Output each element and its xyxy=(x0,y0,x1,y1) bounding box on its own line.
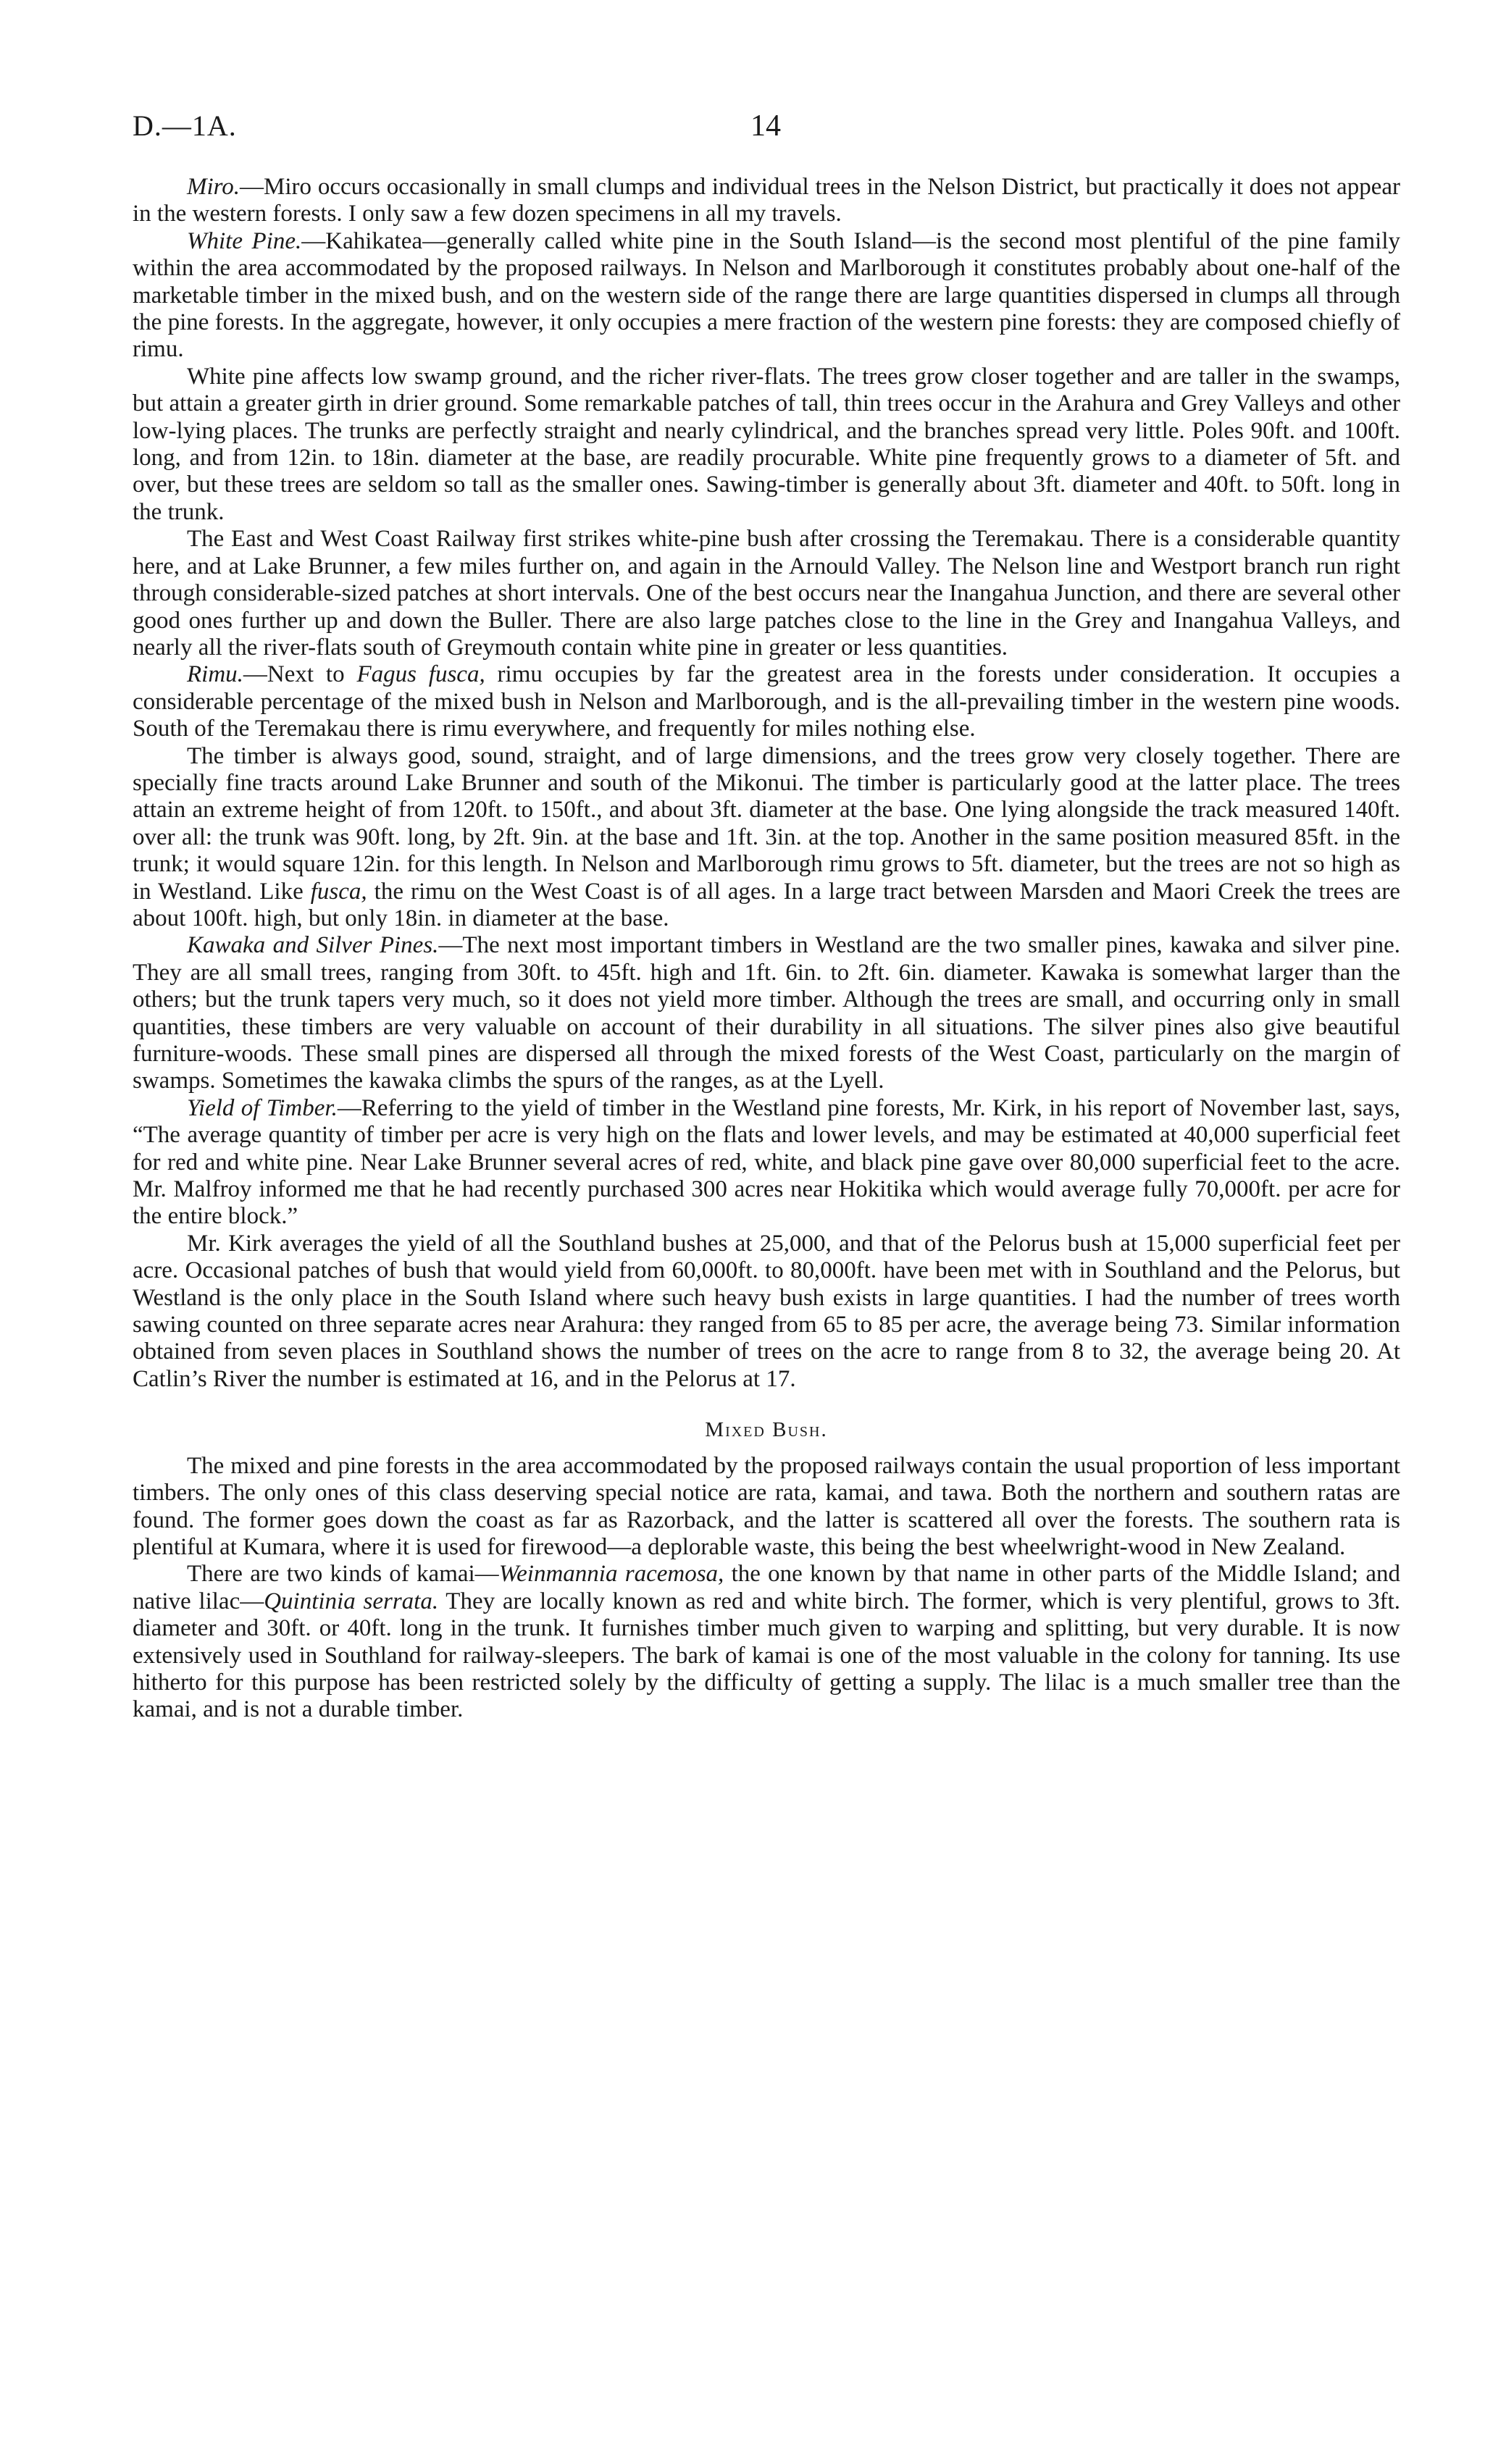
page-number: 14 xyxy=(750,109,781,143)
paragraph-text: the rimu on the West Coast is of all ages. In a large tract between Marsden and Maori Creek the trees are about 100ft. high, but only 18in. in diameter at the base. xyxy=(133,878,1401,931)
paragraph-miro xyxy=(133,174,1400,228)
paragraph-text: —Referring to the yield of timber in the Westland pine forests, Mr. Kirk, in his report of November last, says, “The average quantity of timber per acre is very high on the flats and lower levels, and may be estimated at 40,000 superficial feet for red and white pine. Near Lake Brunner several acres of red, white, and black pine gave over 80,000 superficial feet to the acre. Mr. Malfroy informed me that he had recently purchased 300 acres near Hokitika which would average fully 70,000ft. per acre for the entire block.” xyxy=(133,1094,1401,1230)
paragraph-text: —Next to xyxy=(243,661,357,688)
paragraph-kawaka xyxy=(133,932,1400,1094)
paragraph-lead: Miro. xyxy=(187,174,240,200)
paragraph-text: There are two kinds of kamai— xyxy=(187,1561,499,1588)
paragraph-lead: Rimu. xyxy=(187,661,243,688)
paragraph-text: —Kahikatea—generally called white pine in the South Island—is the second most plentiful of the pine family within the area accommodated by the proposed railways. In Nelson and Marlborough it constitutes probably about one-half of the marketable timber in the mixed bush, and on the western side of the range there are large quantities dispersed in clumps all through the pine forests. In the aggregate, however, it only occupies a mere fraction of the western pine forests: they are composed chiefly of rimu. xyxy=(133,227,1400,363)
paragraph-rimu-timber xyxy=(133,743,1400,933)
page-header xyxy=(133,109,1400,152)
paragraph-text: They are locally known as red and white birch. The former, which is very plentiful, grows to 3ft. diameter and 30ft. or 40ft. long in the trunk. It furnishes timber much given to warping and splitting, but very durable. It is now extensively used in Southland for railway-sleepers. The bark of kamai is one of the most valuable in the colony for tanning. Its use hitherto for this purpose has been restricted solely by the difficulty of getting a supply. The lilac is a much smaller tree than the kamai, and is not a durable timber. xyxy=(133,1588,1400,1723)
paragraph-yield xyxy=(133,1095,1400,1231)
paragraph-lead: Kawaka and Silver Pines. xyxy=(187,932,439,959)
document-body xyxy=(133,174,1400,1724)
paragraph-lead: White Pine. xyxy=(187,227,302,254)
paragraph-text: White pine affects low swamp ground, and the richer river-flats. The trees grow closer together and are taller in the swamps, but attain a greater girth in drier ground. Some remarkable patches of tall, thin trees occur in the Arahura and Grey Valleys and other low-lying places. The trunks are perfectly straight and nearly cylindrical, and the branches spread very little. Poles 90ft. and 100ft. long, and from 12in. to 18in. diameter at the base, are readily procurable. White pine frequently grows to a diameter of 5ft. and over, but these trees are seldom so tall as the smaller ones. Sawing-timber is generally about 3ft. diameter and 40ft. to 50ft. long in the trunk. xyxy=(133,363,1400,525)
species-name: Weinmannia racemosa, xyxy=(498,1561,724,1588)
paragraph-mixed-bush xyxy=(133,1453,1400,1562)
paragraph-rimu xyxy=(133,661,1400,742)
paragraph-text: —The next most important timbers in Westland are the two smaller pines, kawaka and silver pine. They are all small trees, ranging from 30ft. to 45ft. high and 1ft. 6in. to 2ft. 6in. diameter. Kawaka is somewhat larger than the others; but the trunk tapers very much, so it does not yield more timber. Although the trees are small, and occurring only in small quantities, these timbers are very valuable on account of their durability in all situations. The silver pines also give beautiful furniture-woods. These small pines are dispersed all through the mixed forests of the West Coast, particularly on the margin of swamps. Sometimes the kawaka climbs the spurs of the ranges, as at the Lyell. xyxy=(133,932,1400,1094)
paragraph-text: The East and West Coast Railway first strikes white-pine bush after crossing the Teremakau. There is a considerable quantity here, and at Lake Brunner, a few miles further on, and again in the Arnould Valley. The Nelson line and Westport branch run right through considerable-sized patches at short intervals. One of the best occurs near the Inangahua Junction, and there are several other good ones further up and down the Buller. There are also large patches close to the line in the Grey and Inangahua Valleys, and nearly all the river-flats south of Greymouth contain white pine in greater or less quantities. xyxy=(133,526,1400,661)
paragraph-white-pine xyxy=(133,228,1400,364)
section-heading-mixed-bush: Mixed Bush. xyxy=(705,1418,828,1442)
paragraph-text: the one known by that name in other parts of the Middle Island; and native lilac— xyxy=(133,1561,1400,1614)
paragraph-kamai xyxy=(133,1561,1400,1723)
document-reference: D.—1A. xyxy=(133,109,237,142)
paragraph-white-pine-habitat xyxy=(133,364,1400,526)
paragraph-text: The timber is always good, sound, straight, and of large dimensions, and the trees grow very closely together. There are specially fine tracts around Lake Brunner and south of the Mikonui. The timber is particularly good at the latter place. The trees attain an extreme height of from 120ft. to 150ft., and about 3ft. diameter at the base. One lying alongside the track measured 140ft. over all: the trunk was 90ft. long, by 2ft. 9in. at the base and 1ft. 3in. at the top. Another in the same position measured 85ft. in the trunk; it would square 12in. for this length. In Nelson and Marlborough rimu grows to 5ft. diameter, but the trees are not so high as in Westland. Like xyxy=(133,742,1400,905)
paragraph-text: The mixed and pine forests in the area accommodated by the proposed railways contain the usual proportion of less important timbers. The only ones of this class deserving special notice are rata, kamai, and tawa. Both the northern and southern ratas are found. The former goes down the coast as far as Razorback, and the latter is scattered all over the forests. The southern rata is plentiful at Kumara, where it is used for firewood—a deplorable waste, this being the best wheelwright-wood in New Zealand. xyxy=(133,1452,1400,1560)
species-name: fusca, xyxy=(310,878,367,905)
paragraph-text: Mr. Kirk averages the yield of all the Southland bushes at 25,000, and that of the Pelorus bush at 15,000 superficial feet per acre. Occasional patches of bush that would yield from 60,000ft. to 80,000ft. have been met with in Southland and the Pelorus, but Westland is the only place in the South Island where such heavy bush exists in large quantities. I had the number of trees worth sawing counted on three separate acres near Arahura: they ranged from 65 to 85 per acre, the average being 73. Similar information obtained from seven places in Southland shows the number of trees on the acre to range from 8 to 32, the average being 20. At Catlin’s River the number is estimated at 16, and in the Pelorus at 17. xyxy=(133,1230,1400,1392)
species-name: Fagus fusca, xyxy=(356,661,485,688)
paragraph-kirk-averages xyxy=(133,1231,1400,1393)
paragraph-text: rimu occupies by far the greatest area in the forests under consideration. It occupies a considerable percentage of the mixed bush in Nelson and Marlborough, and is the all-prevailing timber in the western pine woods. South of the Teremakau there is rimu everywhere, and frequently for miles nothing else. xyxy=(133,661,1400,742)
paragraph-white-pine-railway xyxy=(133,526,1400,661)
species-name: Quintinia serrata. xyxy=(264,1588,439,1614)
paragraph-lead: Yield of Timber. xyxy=(187,1094,338,1121)
paragraph-text: —Miro occurs occasionally in small clumps and individual trees in the Nelson District, but practically it does not appear in the western forests. I only saw a few dozen specimens in all my travels. xyxy=(133,174,1400,227)
